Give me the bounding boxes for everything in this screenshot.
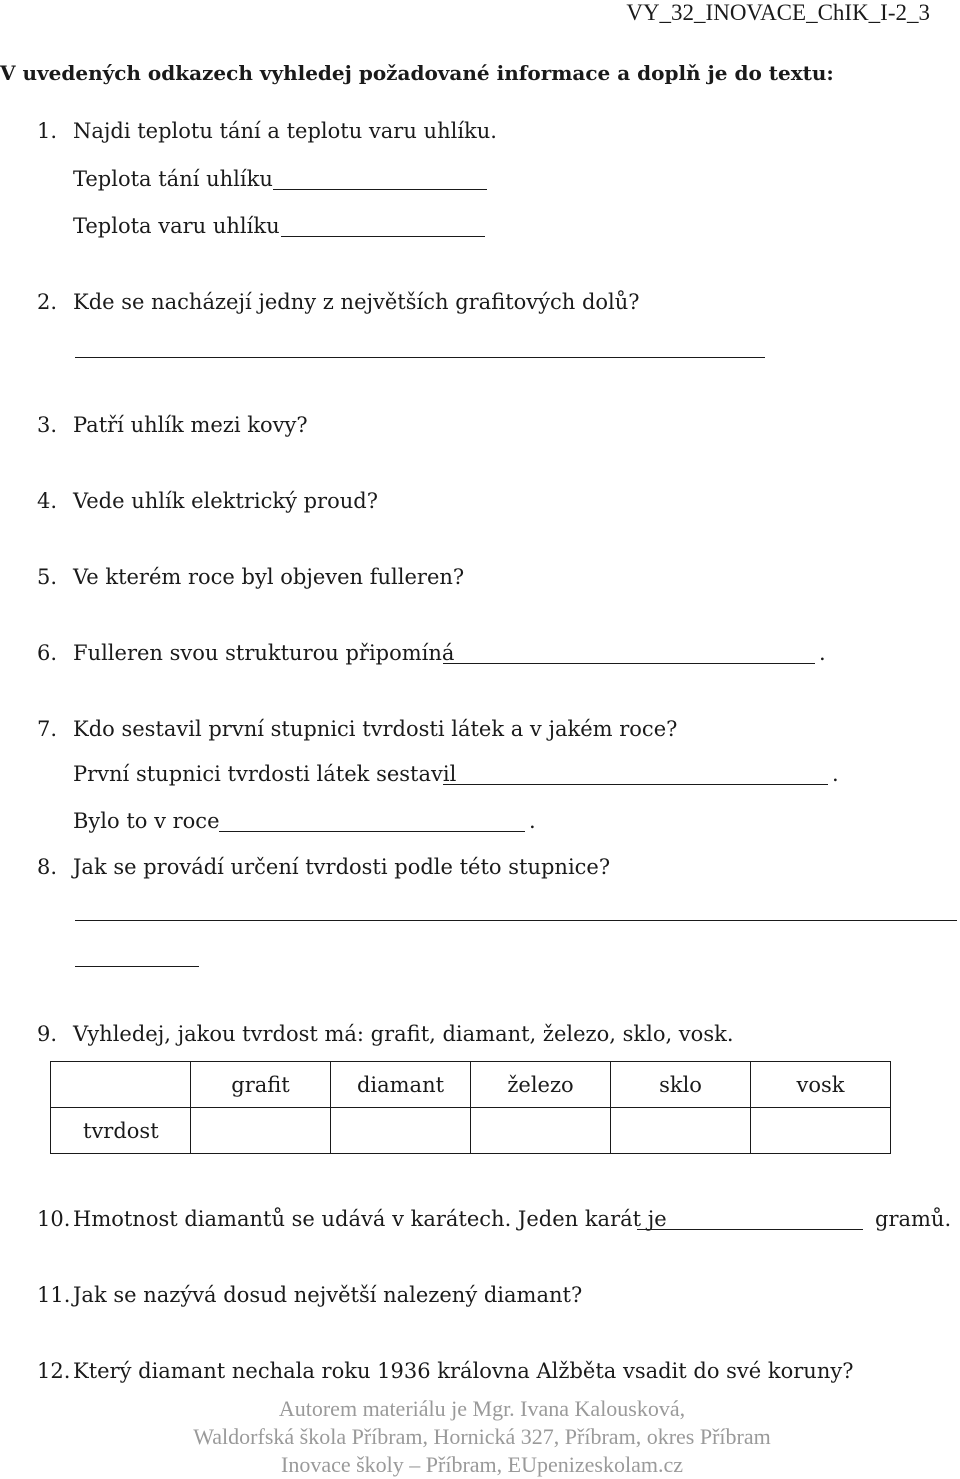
- table-header-vosk: vosk: [751, 1062, 891, 1108]
- question-4: [37, 488, 378, 514]
- document-code: VY_32_INOVACE_ChIK_I-2_3: [626, 0, 930, 25]
- table-header-sklo: sklo: [611, 1062, 751, 1108]
- q1-boiling-label: Teplota varu uhlíku: [73, 214, 280, 238]
- table-cell-diamant[interactable]: [331, 1108, 471, 1154]
- question-number: 5.: [37, 565, 58, 589]
- question-number: 10.: [37, 1207, 71, 1231]
- question-text: Kde se nacházejí jedny z největších grafitových dolů?: [73, 290, 640, 314]
- question-9: [37, 1021, 734, 1047]
- question-11: [37, 1282, 582, 1308]
- question-3: [37, 412, 308, 438]
- question-number: 6.: [37, 641, 58, 665]
- table-header-grafit: grafit: [191, 1062, 331, 1108]
- question-2: [37, 289, 640, 315]
- table-header-row: [51, 1062, 891, 1108]
- table-cell-vosk[interactable]: [751, 1108, 891, 1154]
- question-text: Fulleren svou strukturou připomíná: [73, 641, 455, 665]
- q1-melting-answer-line[interactable]: [273, 189, 487, 190]
- question-6: [37, 640, 454, 666]
- question-text: Vede uhlík elektrický proud?: [73, 489, 378, 513]
- question-number: 3.: [37, 413, 58, 437]
- q7-author-period: .: [832, 762, 839, 786]
- q2-answer-line[interactable]: [75, 357, 765, 358]
- question-5: [37, 564, 464, 590]
- q7-author-answer-line[interactable]: [443, 784, 828, 785]
- q6-answer-line[interactable]: [443, 663, 815, 664]
- q8-answer-line-2[interactable]: [75, 966, 199, 967]
- question-text: Najdi teplotu tání a teplotu varu uhlíku.: [73, 119, 497, 143]
- question-1: [37, 118, 497, 144]
- q10-answer-line[interactable]: [637, 1229, 863, 1230]
- question-number: 2.: [37, 290, 58, 314]
- question-8: [37, 854, 610, 880]
- worksheet-heading: V uvedených odkazech vyhledej požadované informace a doplň je do textu:: [0, 61, 834, 85]
- table-cell-sklo[interactable]: [611, 1108, 751, 1154]
- question-text: Jak se nazývá dosud největší nalezený diamant?: [73, 1283, 583, 1307]
- table-row: [51, 1108, 891, 1154]
- table-cell-grafit[interactable]: [191, 1108, 331, 1154]
- footer-author: Autorem materiálu je Mgr. Ivana Kalousková,: [278, 1396, 686, 1421]
- question-number: 7.: [37, 717, 58, 741]
- question-text: Hmotnost diamantů se udává v karátech. Jeden karát je: [73, 1207, 667, 1231]
- question-text: Jak se provádí určení tvrdosti podle této stupnice?: [73, 855, 611, 879]
- footer-project: Inovace školy – Příbram, EUpenizeskolam.cz: [281, 1452, 683, 1477]
- q1-boiling-answer-line[interactable]: [281, 236, 485, 237]
- q7-year-answer-line[interactable]: [219, 831, 525, 832]
- table-corner-cell: [51, 1062, 191, 1108]
- q8-answer-line-1[interactable]: [75, 920, 957, 921]
- question-12: [37, 1358, 853, 1384]
- table-header-zelezo: železo: [471, 1062, 611, 1108]
- q7-year-period: .: [529, 809, 536, 833]
- question-number: 9.: [37, 1022, 58, 1046]
- question-text: Který diamant nechala roku 1936 královna Alžběta vsadit do své koruny?: [73, 1359, 854, 1383]
- question-7: [37, 716, 677, 742]
- question-number: 4.: [37, 489, 58, 513]
- question-text: Patří uhlík mezi kovy?: [73, 413, 308, 437]
- question-10: [37, 1206, 667, 1232]
- question-text: Vyhledej, jakou tvrdost má: grafit, diamant, železo, sklo, vosk.: [73, 1022, 734, 1046]
- footer-school: Waldorfská škola Příbram, Hornická 327, Příbram, okres Příbram: [193, 1424, 771, 1449]
- hardness-table: [50, 1061, 891, 1154]
- q1-melting-label: Teplota tání uhlíku: [73, 167, 273, 191]
- question-text: Kdo sestavil první stupnici tvrdosti látek a v jakém roce?: [73, 717, 678, 741]
- question-text: Ve kterém roce byl objeven fulleren?: [73, 565, 465, 589]
- table-cell-zelezo[interactable]: [471, 1108, 611, 1154]
- question-number: 11.: [37, 1283, 71, 1307]
- question-number: 12.: [37, 1359, 71, 1383]
- question-number: 8.: [37, 855, 58, 879]
- q7-author-label: První stupnici tvrdosti látek sestavil: [73, 762, 457, 786]
- q7-year-label: Bylo to v roce: [73, 809, 220, 833]
- q6-period: .: [819, 641, 826, 665]
- q10-unit: gramů.: [875, 1207, 952, 1231]
- table-header-diamant: diamant: [331, 1062, 471, 1108]
- question-number: 1.: [37, 119, 58, 143]
- table-row-label: tvrdost: [51, 1108, 191, 1154]
